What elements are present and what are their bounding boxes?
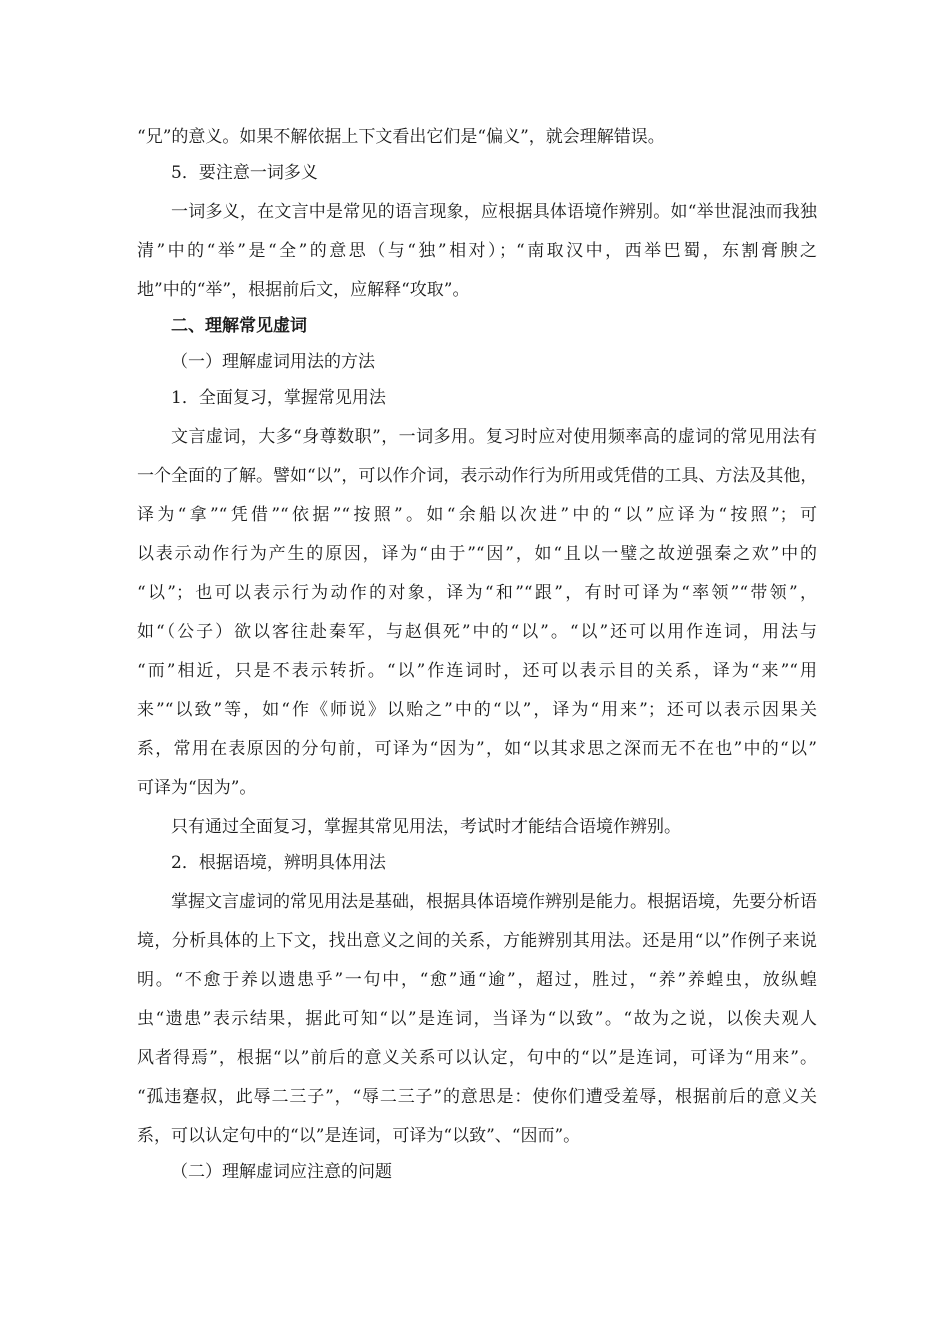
paragraph-line: 风者得焉”，根据“以”前后的意义关系可以认定，句中的“以”是连词，可译为“用来”。 [137, 1048, 817, 1068]
subsection-heading: 1．全面复习，掌握常见用法 [171, 388, 386, 408]
paragraph-line: 掌握文言虚词的常见用法是基础，根据具体语境作辨别是能力。根据语境，先要分析语 [171, 892, 817, 912]
paragraph-line: 译为“拿”“凭借”“依据”“按照”。如“余船以次进”中的“以”应译为“按照”；可 [137, 505, 817, 525]
subsection-heading: 2．根据语境，辨明具体用法 [171, 853, 386, 873]
paragraph-line: “孤违蹇叔，此辱二三子”，“辱二三子”的意思是：使你们遭受羞辱，根据前后的意义关 [137, 1087, 817, 1107]
paragraph-line: 如“（公子）欲以客往赴秦军，与赵俱死”中的“以”。“以”还可以用作连词，用法与 [137, 622, 817, 642]
subsection-heading: （一）理解虚词用法的方法 [171, 352, 375, 372]
subsection-heading: （二）理解虚词应注意的问题 [171, 1162, 392, 1182]
paragraph-line: 系，常用在表原因的分句前，可译为“因为”，如“以其求思之深而无不在也”中的“以” [137, 739, 817, 759]
paragraph-line: 虫“遗患”表示结果，据此可知“以”是连词，当译为“以致”。“故为之说，以俟夫观人 [137, 1009, 817, 1029]
paragraph-line: 明。“不愈于养以遗患乎”一句中，“愈”通“逾”，超过，胜过，“养”养蝗虫，放纵蝗 [137, 970, 817, 990]
section-heading: 5．要注意一词多义 [171, 163, 318, 183]
section-heading-bold: 二、理解常见虚词 [171, 316, 307, 336]
paragraph-line: 可译为“因为”。 [137, 778, 257, 798]
paragraph-line: 系，可以认定句中的“以”是连词，可译为“以致”、“因而”。 [137, 1126, 581, 1146]
paragraph-line: 来”“以致”等，如“作《师说》以贻之”中的“以”，译为“用来”；还可以表示因果关 [137, 700, 817, 720]
paragraph-line: 文言虚词，大多“身尊数职”，一词多用。复习时应对使用频率高的虚词的常见用法有 [171, 427, 817, 447]
paragraph-line: 清”中的“举”是“全”的意思（与“独”相对）；“南取汉中，西举巴蜀，东割膏腴之 [137, 241, 817, 261]
paragraph-line: 境，分析具体的上下文，找出意义之间的关系，方能辨别其用法。还是用“以”作例子来说 [137, 931, 817, 951]
paragraph-line: 一词多义，在文言中是常见的语言现象，应根据具体语境作辨别。如“举世混浊而我独 [171, 202, 817, 222]
paragraph-line: 地”中的“举”，根据前后文，应解释“攻取”。 [137, 280, 470, 300]
paragraph-line: 以表示动作行为产生的原因，译为“由于”“因”，如“且以一璧之故逆强秦之欢”中的 [137, 544, 817, 564]
paragraph-line: “以”；也可以表示行为动作的对象，译为“和”“跟”，有时可译为“率领”“带领”， [137, 583, 817, 603]
paragraph-line: “而”相近，只是不表示转折。“以”作连词时，还可以表示目的关系，译为“来”“用 [137, 661, 817, 681]
paragraph-line: “兄”的意义。如果不解依据上下文看出它们是“偏义”，就会理解错误。 [137, 127, 665, 147]
paragraph-line: 一个全面的了解。譬如“以”，可以作介词，表示动作行为所用或凭借的工具、方法及其他， [137, 466, 817, 486]
paragraph-line: 只有通过全面复习，掌握其常见用法，考试时才能结合语境作辨别。 [171, 817, 681, 837]
